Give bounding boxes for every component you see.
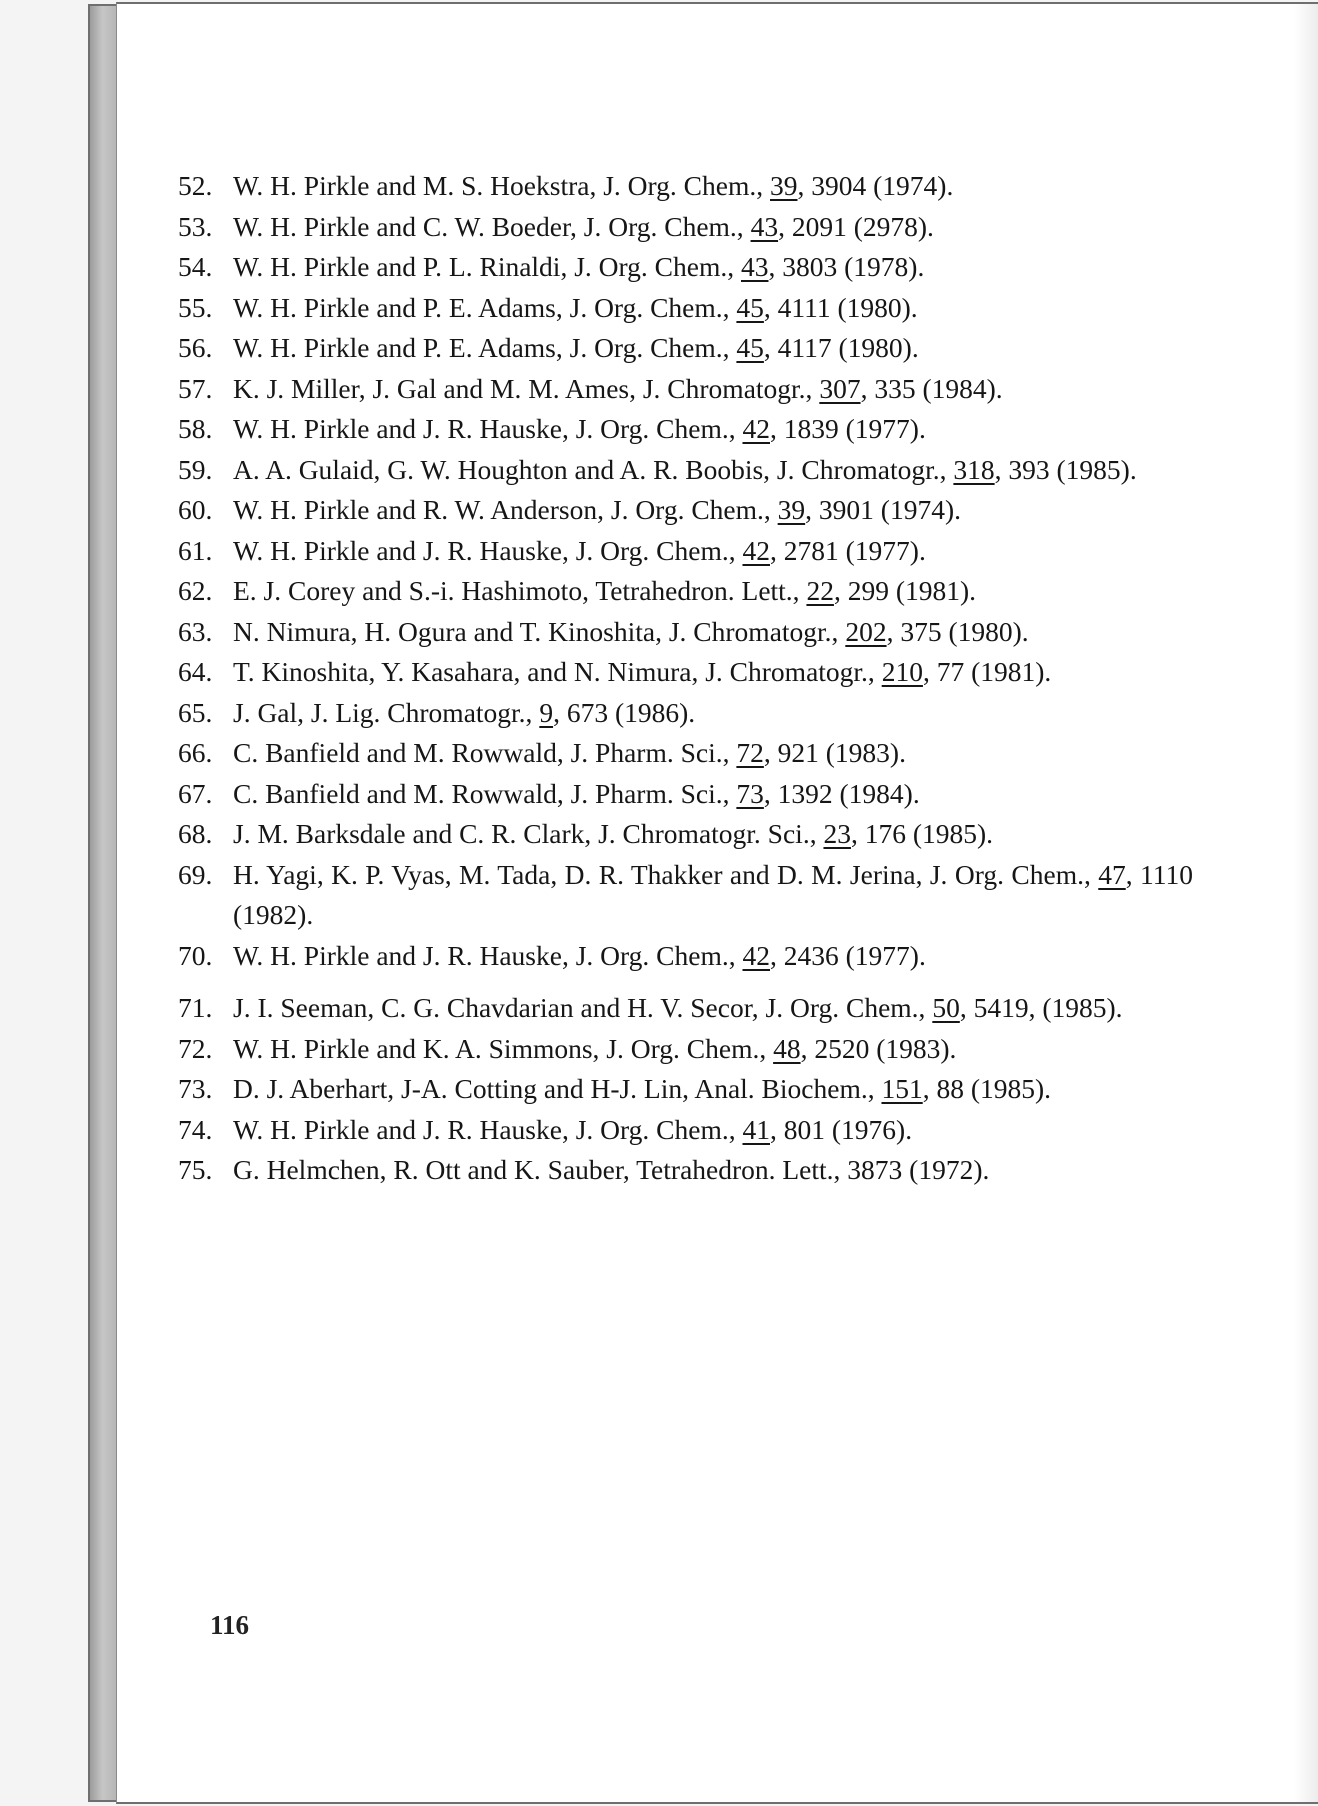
reference-citation: W. H. Pirkle and P. E. Adams, J. Org. Chem.,	[233, 332, 737, 363]
reference-item	[178, 1150, 1193, 1191]
reference-volume: 42	[742, 939, 770, 971]
reference-volume: 72	[736, 737, 764, 768]
reference-volume: 307	[819, 372, 861, 404]
reference-citation: A. A. Gulaid, G. W. Houghton and A. R. Boobis, J. Chromatogr.,	[233, 453, 954, 485]
reference-number: 55.	[178, 291, 213, 323]
reference-text	[233, 531, 1193, 572]
reference-text	[233, 207, 1193, 248]
reference-number: 65.	[178, 696, 213, 728]
reference-number: 60.	[178, 494, 213, 525]
reference-item	[178, 1110, 1193, 1151]
reference-item	[178, 247, 1193, 288]
reference-item	[178, 531, 1193, 572]
reference-volume: 48	[773, 1032, 801, 1064]
reference-volume: 23	[823, 818, 851, 849]
reference-pages-year: 3873 (1972).	[847, 1154, 990, 1185]
reference-citation: W. H. Pirkle and J. R. Hauske, J. Org. Chem.,	[233, 1113, 743, 1145]
reference-item	[178, 936, 1193, 977]
reference-citation: W. H. Pirkle and R. W. Anderson, J. Org. Chem.,	[233, 494, 778, 525]
reference-volume: 73	[736, 777, 764, 809]
reference-citation: W. H. Pirkle and P. E. Adams, J. Org. Chem.,	[233, 291, 737, 323]
reference-volume: 318	[953, 453, 995, 485]
reference-number: 66.	[178, 737, 213, 768]
reference-volume: 42	[742, 534, 770, 566]
reference-item	[178, 652, 1193, 693]
reference-text	[233, 166, 1193, 207]
reference-citation: W. H. Pirkle and K. A. Simmons, J. Org. Chem.,	[233, 1032, 774, 1064]
reference-volume: 43	[750, 210, 779, 242]
reference-pages-year: , 299 (1981).	[833, 575, 977, 606]
reference-text	[233, 652, 1193, 693]
reference-citation: W. H. Pirkle and J. R. Hauske, J. Org. Chem.,	[233, 939, 743, 971]
reference-volume: 41	[742, 1113, 770, 1145]
reference-pages-year: , 77 (1981).	[922, 656, 1052, 687]
reference-number: 74.	[178, 1113, 213, 1145]
reference-item	[178, 328, 1193, 369]
reference-text	[233, 936, 1193, 977]
reference-text	[233, 450, 1193, 491]
reference-citation: W. H. Pirkle and M. S. Hoekstra, J. Org. Chem.,	[233, 170, 770, 201]
reference-number: 64.	[178, 656, 213, 687]
reference-pages-year: , 1839 (1977).	[770, 413, 926, 444]
reference-pages-year: , 2091 (2978).	[778, 210, 934, 242]
reference-citation: D. J. Aberhart, J-A. Cotting and H-J. Lin, Anal. Biochem.,	[233, 1073, 882, 1104]
reference-pages-year: , 4117 (1980).	[763, 332, 919, 363]
reference-volume: 22	[806, 575, 834, 606]
reference-text	[233, 1029, 1193, 1070]
reference-item	[178, 814, 1193, 855]
reference-number: 58.	[178, 413, 213, 444]
reference-pages-year: , 2436 (1977).	[770, 939, 926, 971]
reference-pages-year: , 3901 (1974).	[805, 494, 961, 525]
reference-number: 52.	[178, 170, 213, 201]
reference-pages-year: , 921 (1983).	[763, 737, 906, 768]
reference-citation: H. Yagi, K. P. Vyas, M. Tada, D. R. Thakker and D. M. Jerina, J. Org. Chem.,	[233, 858, 1099, 890]
reference-item	[178, 774, 1193, 815]
reference-volume: 42	[742, 413, 770, 444]
reference-citation: W. H. Pirkle and J. R. Hauske, J. Org. Chem.,	[233, 413, 743, 444]
reference-text	[233, 247, 1193, 288]
reference-text	[233, 288, 1193, 329]
reference-item	[178, 693, 1193, 734]
reference-citation: C. Banfield and M. Rowwald, J. Pharm. Sci.,	[233, 737, 737, 768]
reference-volume: 39	[770, 170, 798, 201]
reference-number: 70.	[178, 939, 213, 971]
reference-pages-year: , 1110 (1982).	[233, 858, 1193, 930]
reference-text	[233, 855, 1193, 936]
reference-text	[233, 612, 1193, 653]
reference-text	[233, 814, 1193, 855]
reference-item	[178, 988, 1193, 1029]
reference-citation: W. H. Pirkle and P. L. Rinaldi, J. Org. Chem.,	[233, 251, 741, 282]
reference-text	[233, 774, 1193, 815]
reference-item	[178, 490, 1193, 531]
reference-number: 75.	[178, 1154, 213, 1185]
reference-volume: 45	[736, 332, 764, 363]
reference-citation: W. H. Pirkle and J. R. Hauske, J. Org. Chem.,	[233, 534, 743, 566]
reference-text	[233, 490, 1193, 531]
reference-number: 69.	[178, 858, 213, 890]
reference-citation: N. Nimura, H. Ogura and T. Kinoshita, J. Chromatogr.,	[233, 615, 846, 647]
page-number: 116	[210, 1610, 250, 1640]
reference-volume: 47	[1098, 858, 1126, 890]
reference-item	[178, 166, 1193, 207]
reference-pages-year: , 4111 (1980).	[763, 291, 918, 323]
reference-text	[233, 693, 1193, 734]
reference-pages-year: , 1392 (1984).	[763, 777, 920, 809]
reference-citation: W. H. Pirkle and C. W. Boeder, J. Org. Chem.,	[233, 210, 751, 242]
reference-volume: 210	[881, 656, 923, 687]
reference-item	[178, 1069, 1193, 1110]
reference-citation: J. M. Barksdale and C. R. Clark, J. Chromatogr. Sci.,	[233, 818, 824, 849]
reference-pages-year: , 335 (1984).	[860, 372, 1003, 404]
reference-volume: 39	[777, 494, 806, 525]
reference-item	[178, 855, 1193, 936]
reference-volume: 45	[736, 291, 764, 323]
reference-pages-year: , 375 (1980).	[886, 615, 1029, 647]
reference-item	[178, 733, 1193, 774]
reference-volume: 50	[932, 992, 960, 1023]
reference-pages-year: , 2781 (1977).	[770, 534, 926, 566]
reference-citation: K. J. Miller, J. Gal and M. M. Ames, J. Chromatogr.,	[233, 372, 820, 404]
reference-text	[233, 369, 1193, 410]
reference-text	[233, 328, 1193, 369]
reference-text	[233, 733, 1193, 774]
reference-item	[178, 207, 1193, 248]
reference-volume: 151	[881, 1073, 923, 1104]
reference-text	[233, 409, 1193, 450]
reference-item	[178, 288, 1193, 329]
reference-pages-year: , 2520 (1983).	[800, 1032, 957, 1064]
page-edge-shadow	[1294, 4, 1318, 1802]
reference-pages-year: , 673 (1986).	[553, 696, 696, 728]
reference-item	[178, 1029, 1193, 1070]
reference-number: 73.	[178, 1073, 213, 1104]
reference-citation: J. Gal, J. Lig. Chromatogr.,	[233, 696, 540, 728]
reference-pages-year: , 393 (1985).	[994, 453, 1137, 485]
reference-pages-year: , 801 (1976).	[770, 1113, 913, 1145]
reference-item	[178, 369, 1193, 410]
reference-pages-year: , 3803 (1978).	[768, 251, 925, 282]
reference-citation: C. Banfield and M. Rowwald, J. Pharm. Sci.,	[233, 777, 737, 809]
reference-pages-year: , 3904 (1974).	[797, 170, 954, 201]
reference-number: 56.	[178, 332, 213, 363]
reference-number: 71.	[178, 992, 213, 1023]
reference-citation: E. J. Corey and S.-i. Hashimoto, Tetrahedron. Lett.,	[233, 575, 807, 606]
reference-number: 61.	[178, 534, 213, 566]
reference-text	[233, 571, 1193, 612]
reference-text	[233, 1069, 1193, 1110]
reference-volume: 43	[741, 251, 769, 282]
reference-number: 57.	[178, 372, 213, 404]
reference-number: 67.	[178, 777, 213, 809]
reference-pages-year: , 176 (1985).	[850, 818, 994, 849]
reference-text	[233, 1110, 1193, 1151]
reference-number: 54.	[178, 251, 213, 282]
reference-number: 63.	[178, 615, 213, 647]
reference-text	[233, 988, 1193, 1029]
reference-pages-year: , 88 (1985).	[922, 1073, 1052, 1104]
reference-number: 68.	[178, 818, 213, 849]
reference-item	[178, 450, 1193, 491]
reference-volume: 202	[845, 615, 887, 647]
reference-volume: 9	[539, 696, 554, 728]
reference-citation: G. Helmchen, R. Ott and K. Sauber, Tetrahedron. Lett.,	[233, 1154, 848, 1185]
reference-number: 72.	[178, 1032, 213, 1064]
reference-list	[178, 166, 1193, 1191]
reference-number: 59.	[178, 453, 213, 485]
reference-item	[178, 612, 1193, 653]
reference-item	[178, 571, 1193, 612]
reference-pages-year: , 5419, (1985).	[959, 992, 1123, 1023]
reference-number: 62.	[178, 575, 213, 606]
reference-text	[233, 1150, 1193, 1191]
reference-item	[178, 409, 1193, 450]
reference-citation: T. Kinoshita, Y. Kasahara, and N. Nimura, J. Chromatogr.,	[233, 656, 882, 687]
reference-citation: J. I. Seeman, C. G. Chavdarian and H. V. Secor, J. Org. Chem.,	[233, 992, 933, 1023]
reference-number: 53.	[178, 210, 213, 242]
